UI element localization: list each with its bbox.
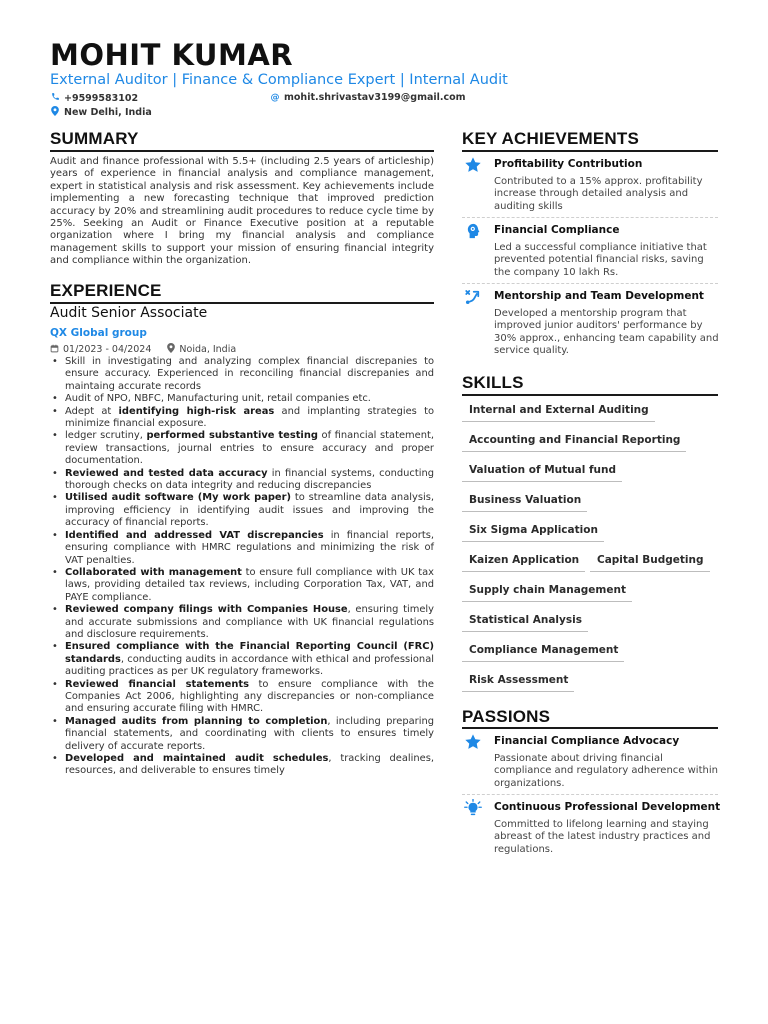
list-item: • Audit of NPO, NBFC, Manufacturing unit, retail companies etc. (50, 393, 434, 405)
summary-heading: SUMMARY (50, 129, 139, 148)
job-dates: 01/2023 - 04/2024 (63, 344, 152, 355)
candidate-name: MOHIT KUMAR (50, 38, 294, 72)
list-item: • Adept at identifying high-risk areas and implanting strategies to minimize financial exposure. (50, 406, 434, 431)
passion-desc: Committed to lifelong learning and staying abreast of the latest industry practices and regulations. (494, 819, 711, 855)
achievement-desc: Contributed to a 15% approx. profitability increase through detailed analysis and auditing skills (494, 176, 703, 212)
map-pin-icon (50, 106, 60, 119)
achievement-desc: Led a successful compliance initiative that prevented potential financial risks, saving the company 10 lakh Rs. (494, 242, 707, 278)
job-meta (50, 343, 236, 356)
lightbulb-icon (462, 799, 484, 819)
job-title: Audit Senior Associate (50, 305, 208, 321)
star-icon (462, 733, 484, 753)
summary-divider (50, 150, 434, 152)
job-location: Noida, India (179, 344, 237, 355)
experience-heading: EXPERIENCE (50, 281, 162, 300)
experience-bullets (50, 356, 434, 778)
skill-tag: Six Sigma Application (462, 524, 604, 542)
achievement-title: Mentorship and Team Development (494, 290, 704, 302)
skill-tag: Risk Assessment (462, 674, 574, 692)
item-divider (462, 794, 718, 795)
company-name: QX Global group (50, 327, 147, 339)
achievements-divider (462, 150, 718, 152)
phone-number: +9599583102 (64, 92, 139, 104)
skills-divider (462, 394, 718, 396)
brain-head-icon (462, 222, 484, 242)
skill-tag: Supply chain Management (462, 584, 632, 602)
passions-divider (462, 727, 718, 729)
email-address: mohit.shrivastav3199@gmail.com (284, 92, 466, 103)
list-item: • Reviewed and tested data accuracy in financial systems, conducting thorough checks on data integrity and reducing discrepancies (50, 468, 434, 493)
list-item: • Reviewed company filings with Companies House, ensuring timely and accurate submissions and compliance with UK financial regulations and disclosure requirements. (50, 604, 434, 641)
passion-title: Continuous Professional Development (494, 801, 721, 813)
achievement-desc: Developed a mentorship program that improved junior auditors' performance by 30% approx., enhancing team capability and service quality. (494, 308, 719, 356)
item-divider (462, 217, 718, 218)
skills-heading: SKILLS (462, 373, 524, 392)
achievements-heading: KEY ACHIEVEMENTS (462, 129, 640, 148)
skill-tag: Kaizen Application (462, 554, 585, 572)
contact-location (50, 106, 152, 119)
passions-heading: PASSIONS (462, 707, 551, 726)
map-pin-icon (167, 343, 175, 356)
list-item: • Collaborated with management to ensure full compliance with UK tax laws, providing detailed tax reviews, including Corporation Tax, VAT, and PAYE compliance. (50, 567, 434, 604)
skill-tag: Capital Budgeting (590, 554, 710, 572)
list-item: • Managed audits from planning to completion, including preparing financial statements, and coordinating with clients to ensures timely delivery of accurate reports. (50, 716, 434, 753)
star-icon (462, 156, 484, 176)
list-item: • Developed and maintained audit schedules, tracking dealines, resources, and deliverable to ensures timely (50, 753, 434, 778)
professional-headline: External Auditor | Finance & Compliance Expert | Internal Audit (50, 72, 508, 88)
contact-email[interactable] (270, 92, 466, 103)
experience-divider (50, 302, 434, 304)
skill-tag: Internal and External Auditing (462, 404, 655, 422)
strategy-arrow-icon (462, 288, 484, 308)
passion-desc: Passionate about driving financial compliance and regulatory adherence within organizations. (494, 753, 718, 789)
skill-tag: Compliance Management (462, 644, 624, 662)
contact-phone[interactable] (50, 92, 138, 104)
location-text: New Delhi, India (64, 107, 152, 118)
skill-tag: Business Valuation (462, 494, 587, 512)
list-item: • Utilised audit software (My work paper) to streamline data analysis, improving efficiency in identifying audit issues and improving the accuracy of financial reports. (50, 492, 434, 529)
skill-tag: Statistical Analysis (462, 614, 588, 632)
passion-title: Financial Compliance Advocacy (494, 735, 680, 747)
phone-icon (50, 92, 60, 104)
achievement-title: Profitability Contribution (494, 158, 643, 170)
list-item: • Reviewed financial statements to ensure compliance with the Companies Act 2006, highlighting any discrepancies or non-compliance and ensuring accurate filing with HMRC. (50, 679, 434, 716)
list-item: • Identified and addressed VAT discrepancies in financial reports, ensuring compliance with HMRC regulations and minimizing the risk of VAT penalties. (50, 530, 434, 567)
summary-text: Audit and finance professional with 5.5+ (including 2.5 years of articleship) years of experience in financial analysis and compliance management, expert in statistical analysis and risk assessment. Key achievements include implementing a new forecasting technique that improved prediction accuracy by 20% and streamlining audit procedures to reduce cycle time by 25%. Seeking an Audit or Finance Executive position at a reputable organization where I bring my financial analysis and compliance management skills to support your mission of ensuring financial integrity and compliance within the organization. (50, 156, 434, 267)
item-divider (462, 283, 718, 284)
skill-tag: Valuation of Mutual fund (462, 464, 622, 482)
list-item: • Skill in investigating and analyzing complex financial discrepanies to ensure accuracy. Experienced in reconciling financial discrepanies and maintaing accurate records (50, 356, 434, 393)
list-item: • Ensured compliance with the Financial Reporting Council (FRC) standards, conducting audits in accordance with ethical and professional auditing practices as per UK regulatory frameworks. (50, 641, 434, 678)
achievement-title: Financial Compliance (494, 224, 620, 236)
at-icon: @ (270, 92, 280, 103)
calendar-icon (50, 344, 59, 356)
skill-tag: Accounting and Financial Reporting (462, 434, 686, 452)
list-item: • ledger scrutiny, performed substantive testing of financial statement, review transactions, journal entries to ensure accuracy and proper documentation. (50, 430, 434, 467)
